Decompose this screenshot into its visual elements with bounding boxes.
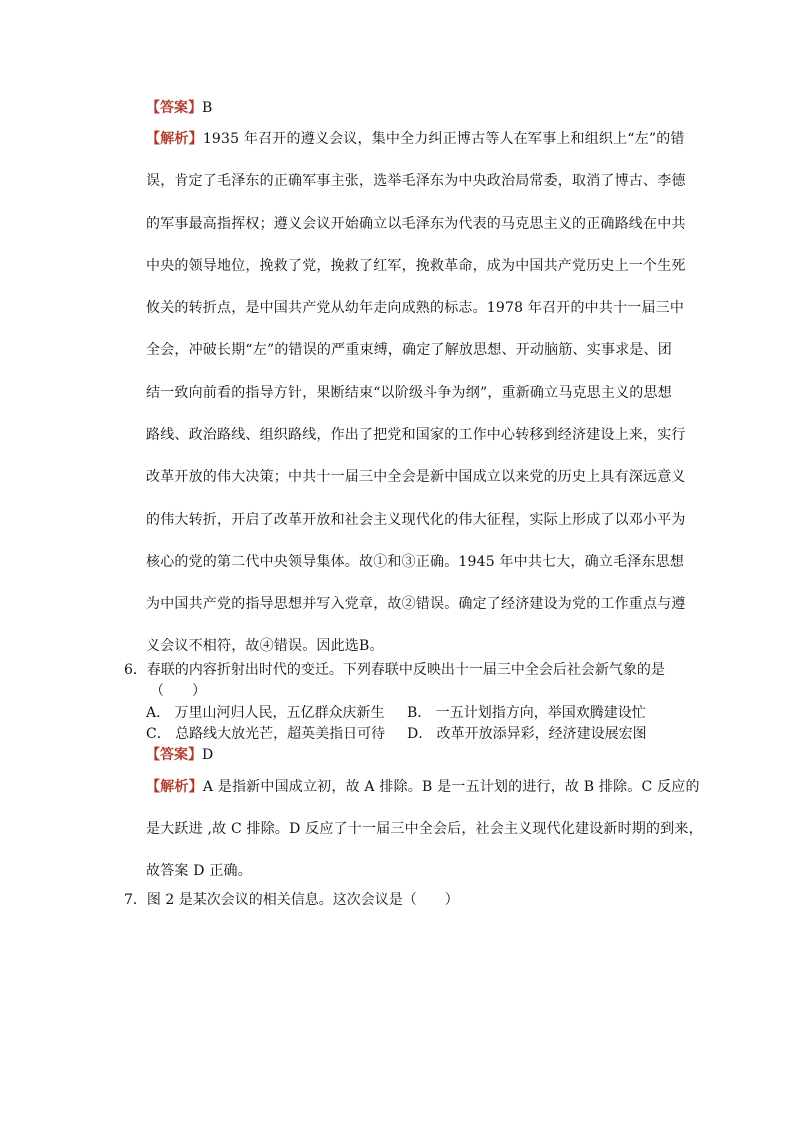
q7-stem: 7．图 2 是某次会议的相关信息。这次会议是（ ） [124,892,459,908]
q6-answer [146,744,213,764]
answer-tag: 【答案】 [146,100,202,116]
analysis-line: 核心的党的第二代中央领导集体。故①和③正确。1945 年中共七大，确立毛泽东思想 [146,554,685,570]
analysis-line: 全会，冲破长期“左”的错误的严重束缚，确定了解放思想、开动脑筋、实事求是、团 [146,342,672,358]
answer-value: D [202,747,214,763]
q5-answer [146,97,212,117]
analysis-line: 【解析】1935 年召开的遵义会议，集中全力纠正博古等人在军事上和组织上“左”的错 [146,131,685,147]
q6-option-b: B． 一五计划指方向，举国欢腾建设忙 [407,705,646,721]
analysis-tag: 【解析】 [146,779,203,795]
answer-tag: 【答案】 [146,747,202,763]
analysis-line: 是大跃进 ,故 C 排除。D 反应了十一届三中全会后，社会主义现代化建设新时期的到来， [146,821,703,837]
analysis-line: 中央的领导地位，挽救了党，挽救了红军，挽救革命，成为中国共产党历史上一个生死 [146,258,686,274]
analysis-line: 结一致向前看的指导方针，果断结束“以阶级斗争为纲”，重新确立马克思主义的思想 [146,385,672,401]
analysis-line: 攸关的转折点，是中国共产党从幼年走向成熟的标志。1978 年召开的中共十一届三中 [146,300,685,316]
q6-option-a: A． 万里山河归人民，五亿群众庆新生 [146,705,385,721]
q6-stem: 6．春联的内容折射出时代的变迁。下列春联中反映出十一届三中全会后社会新气象的是 [124,662,665,678]
answer-value: B [202,100,213,116]
analysis-line: 故答案 D 正确。 [146,863,252,879]
analysis-line: 【解析】A 是指新中国成立初，故 A 排除。B 是一五计划的进行，故 B 排除。C 反应的 [146,779,700,795]
analysis-tag: 【解析】 [146,131,203,147]
analysis-line: 改革开放的伟大决策；中共十一届三中全会是新中国成立以来党的历史上具有深远意义 [146,469,686,485]
q6-paren: （ ） [150,683,206,699]
analysis-line: 误，肯定了毛泽东的正确军事主张，选举毛泽东为中央政治局常委，取消了博古、李德 [146,173,686,189]
q6-option-c: C． 总路线大放光芒，超英美指日可待 [146,726,386,742]
analysis-line: 为中国共产党的指导思想并写入党章，故②错误。确定了经济建设为党的工作重点与遵 [146,596,686,612]
analysis-line: 的伟大转折，开启了改革开放和社会主义现代化的伟大征程，实际上形成了以邓小平为 [146,512,686,528]
analysis-line: 义会议不相符，故④错误。因此选B。 [146,638,384,654]
analysis-line: 路线、政治路线、组织路线，作出了把党和国家的工作中心转移到经济建设上来，实行 [146,427,686,443]
analysis-line: 的军事最高指挥权；遵义会议开始确立以毛泽东为代表的马克思主义的正确路线在中共 [146,216,686,232]
q6-option-d: D． 改革开放添异彩，经济建设展宏图 [407,726,647,742]
